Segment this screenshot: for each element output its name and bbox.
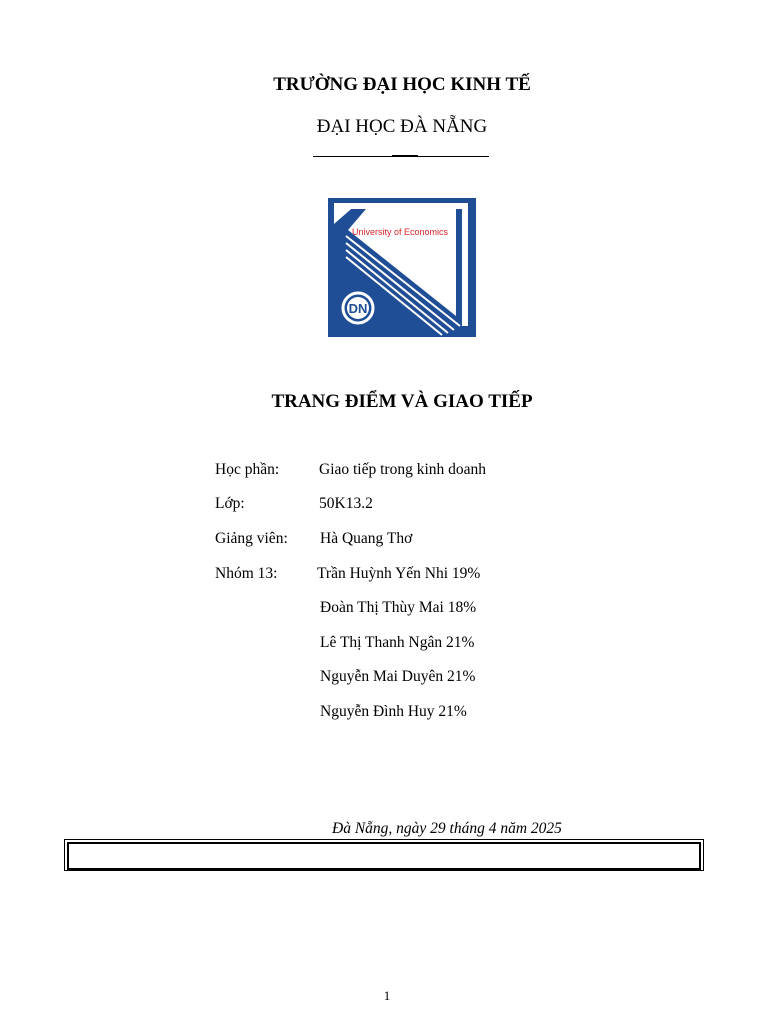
header-rule-accent: [392, 155, 418, 157]
logo-monogram: DN: [348, 301, 368, 316]
page-number: 1: [383, 988, 391, 1003]
group-label: Nhóm 13:: [215, 565, 278, 582]
group-member: Lê Thị Thanh Ngân 21%: [320, 634, 475, 651]
university-logo: [328, 198, 476, 337]
dateline: Đà Nẵng, ngày 29 tháng 4 năm 2025: [332, 820, 562, 837]
course-label: Học phần:: [215, 461, 280, 478]
group-member: Nguyễn Đình Huy 21%: [320, 703, 467, 720]
class-value: 50K13.2: [319, 495, 373, 512]
school-name: TRƯỜNG ĐẠI HỌC KINH TẾ: [273, 74, 531, 95]
lecturer-value: Hà Quang Thơ: [320, 530, 413, 547]
course-value: Giao tiếp trong kinh doanh: [319, 461, 487, 478]
footer-frame-inner: [67, 842, 701, 870]
document-title: TRANG ĐIỂM VÀ GIAO TIẾP: [271, 391, 533, 412]
lecturer-label: Giảng viên:: [215, 530, 288, 547]
university-name: ĐẠI HỌC ĐÀ NẴNG: [316, 116, 488, 137]
group-member: Nguyễn Mai Duyên 21%: [320, 668, 476, 685]
logo-text: University of Economics: [352, 227, 449, 237]
group-member: Trần Huỳnh Yến Nhi 19%: [317, 565, 481, 582]
group-member: Đoàn Thị Thùy Mai 18%: [320, 599, 477, 616]
class-label: Lớp:: [215, 495, 245, 512]
